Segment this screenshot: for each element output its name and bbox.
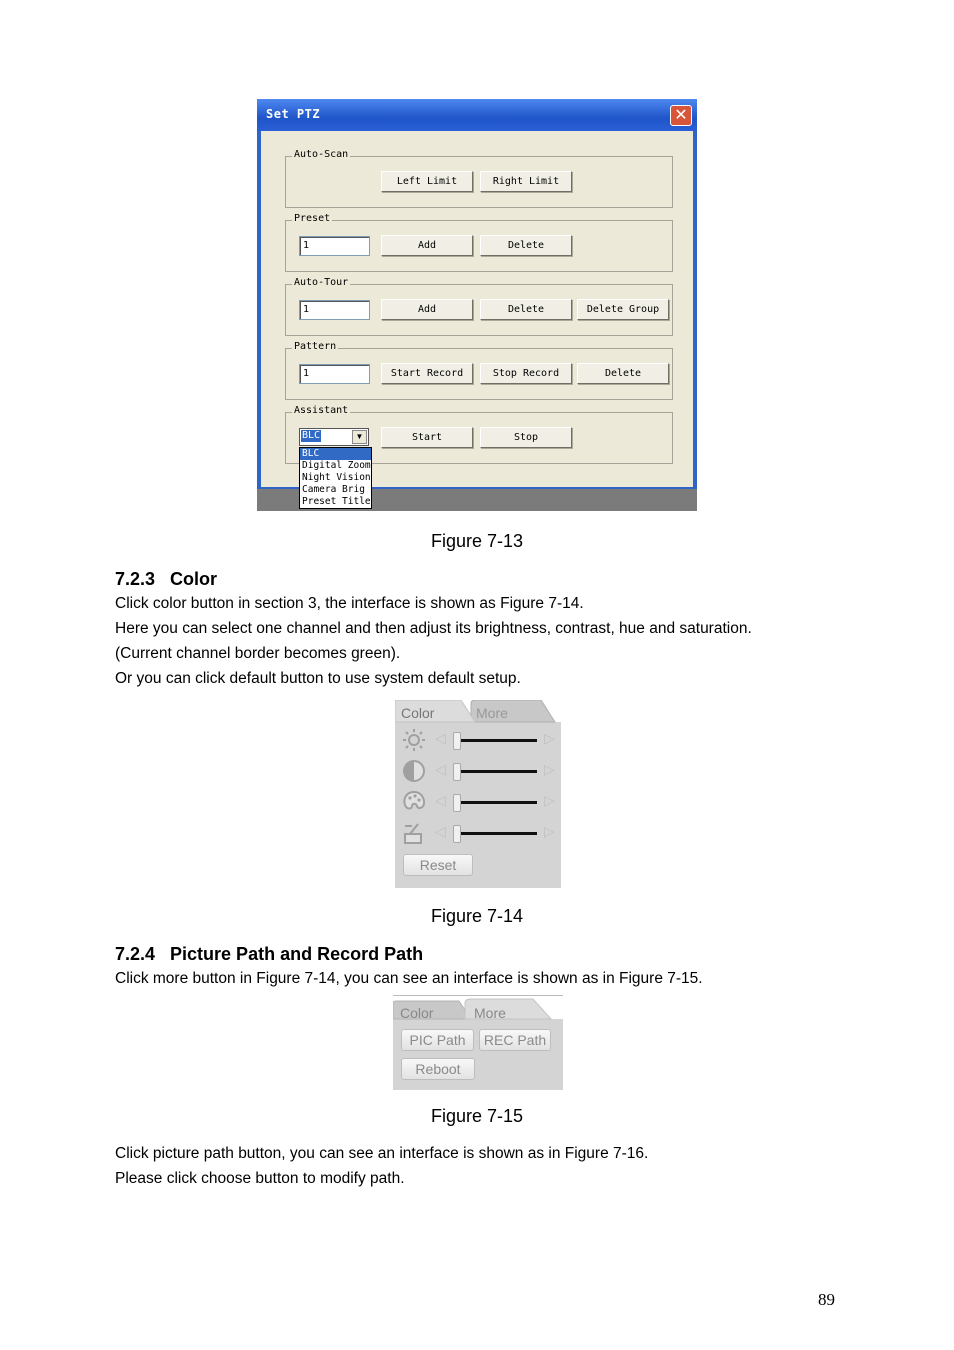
preset-label: Preset	[294, 213, 331, 224]
saturation-row	[395, 819, 561, 847]
assistant-dropdown-list	[299, 447, 372, 509]
dropdown-option[interactable]: BLC	[300, 448, 371, 460]
left-arrow-icon[interactable]: ◁	[435, 730, 446, 746]
auto-scan-label: Auto-Scan	[294, 149, 349, 160]
slider-track[interactable]	[453, 739, 537, 742]
page-number: 89	[818, 1290, 835, 1309]
paragraph-line: Or you can click default button to use system default setup.	[115, 670, 521, 687]
auto-scan-group	[285, 149, 673, 208]
contrast-row	[395, 757, 561, 785]
assistant-label: Assistant	[294, 405, 349, 416]
tab-more[interactable]: More	[476, 705, 508, 721]
brightness-row	[395, 726, 561, 754]
figure-7-15-caption: Figure 7-15	[430, 1106, 524, 1126]
paragraph-line: Here you can select one channel and then adjust its brightness, contrast, hue and saturation.	[115, 620, 752, 637]
slider-thumb[interactable]	[453, 794, 461, 812]
color-panel	[395, 700, 561, 888]
dropdown-option[interactable]: Night Vision	[302, 472, 371, 483]
paragraph-line: Click more button in Figure 7-14, you can see an interface is shown as in Figure 7-15.	[115, 970, 703, 987]
start-record-button[interactable]: Start Record	[381, 363, 473, 384]
dialog-title-bar	[257, 99, 697, 131]
pattern-delete-button[interactable]: Delete	[577, 363, 669, 384]
hue-row	[395, 788, 561, 816]
pattern-input[interactable]: 1	[299, 364, 370, 384]
right-limit-button[interactable]: Right Limit	[480, 171, 572, 192]
figure-7-14-caption: Figure 7-14	[430, 906, 524, 926]
right-arrow-icon[interactable]: ▷	[544, 730, 555, 746]
tab-more[interactable]: More	[474, 1005, 506, 1021]
dropdown-option[interactable]: Camera Brig	[302, 484, 365, 495]
slider-thumb[interactable]	[453, 763, 461, 781]
pic-path-button[interactable]: PIC Path	[401, 1029, 474, 1051]
slider-track[interactable]	[453, 770, 537, 773]
assistant-select[interactable]	[299, 428, 369, 446]
slider-thumb[interactable]	[453, 825, 461, 843]
left-arrow-icon[interactable]: ◁	[435, 823, 446, 839]
tab-color[interactable]: Color	[400, 1005, 434, 1021]
paragraph-line: (Current channel border becomes green).	[115, 645, 401, 662]
left-arrow-icon[interactable]: ◁	[435, 761, 446, 777]
saturation-icon	[402, 821, 426, 845]
dialog-title: Set PTZ	[266, 107, 321, 121]
dropdown-option[interactable]: Digital Zoom	[302, 460, 371, 471]
more-panel	[393, 995, 563, 1090]
tour-add-button[interactable]: Add	[381, 299, 473, 320]
dialog-body	[261, 131, 693, 487]
slider-thumb[interactable]	[453, 732, 461, 750]
figure-7-13-caption: Figure 7-13	[430, 531, 524, 551]
auto-tour-label: Auto-Tour	[294, 277, 349, 288]
assistant-selected-value: BLC	[302, 430, 321, 441]
tour-delete-button[interactable]: Delete	[480, 299, 572, 320]
rec-path-button[interactable]: REC Path	[479, 1029, 551, 1051]
stop-record-button[interactable]: Stop Record	[480, 363, 572, 384]
delete-group-button[interactable]: Delete Group	[577, 299, 669, 320]
auto-tour-group	[285, 277, 673, 336]
section-7-2-3-heading: 7.2.3 Color	[115, 569, 218, 589]
preset-add-button[interactable]: Add	[381, 235, 473, 256]
left-arrow-icon[interactable]: ◁	[435, 792, 446, 808]
tab-color[interactable]: Color	[401, 705, 435, 721]
reboot-button[interactable]: Reboot	[401, 1058, 475, 1080]
left-limit-button[interactable]: Left Limit	[381, 171, 473, 192]
auto-tour-input[interactable]: 1	[299, 300, 370, 320]
contrast-icon	[402, 759, 426, 783]
preset-delete-button[interactable]: Delete	[480, 235, 572, 256]
reset-button[interactable]: Reset	[403, 854, 473, 876]
slider-track[interactable]	[453, 801, 537, 804]
slider-track[interactable]	[453, 832, 537, 835]
right-arrow-icon[interactable]: ▷	[544, 761, 555, 777]
preset-input[interactable]: 1	[299, 236, 370, 256]
assistant-start-button[interactable]: Start	[381, 427, 473, 448]
section-7-2-4-heading: 7.2.4 Picture Path and Record Path	[115, 944, 424, 964]
set-ptz-dialog	[257, 99, 697, 511]
preset-group	[285, 213, 673, 272]
paragraph-line: Please click choose button to modify path.	[115, 1170, 405, 1187]
pattern-label: Pattern	[294, 341, 337, 352]
right-arrow-icon[interactable]: ▷	[544, 823, 555, 839]
dropdown-option[interactable]: Preset Title	[302, 496, 371, 507]
right-arrow-icon[interactable]: ▷	[544, 792, 555, 808]
close-icon[interactable]: ✕	[670, 105, 692, 126]
assistant-stop-button[interactable]: Stop	[480, 427, 572, 448]
paragraph-line: Click picture path button, you can see an interface is shown as in Figure 7-16.	[115, 1145, 649, 1162]
paragraph-line: Click color button in section 3, the interface is shown as Figure 7-14.	[115, 595, 584, 612]
pattern-group	[285, 341, 673, 400]
hue-icon	[402, 790, 426, 814]
brightness-icon	[402, 728, 426, 752]
chevron-down-icon[interactable]: ▼	[352, 430, 367, 444]
